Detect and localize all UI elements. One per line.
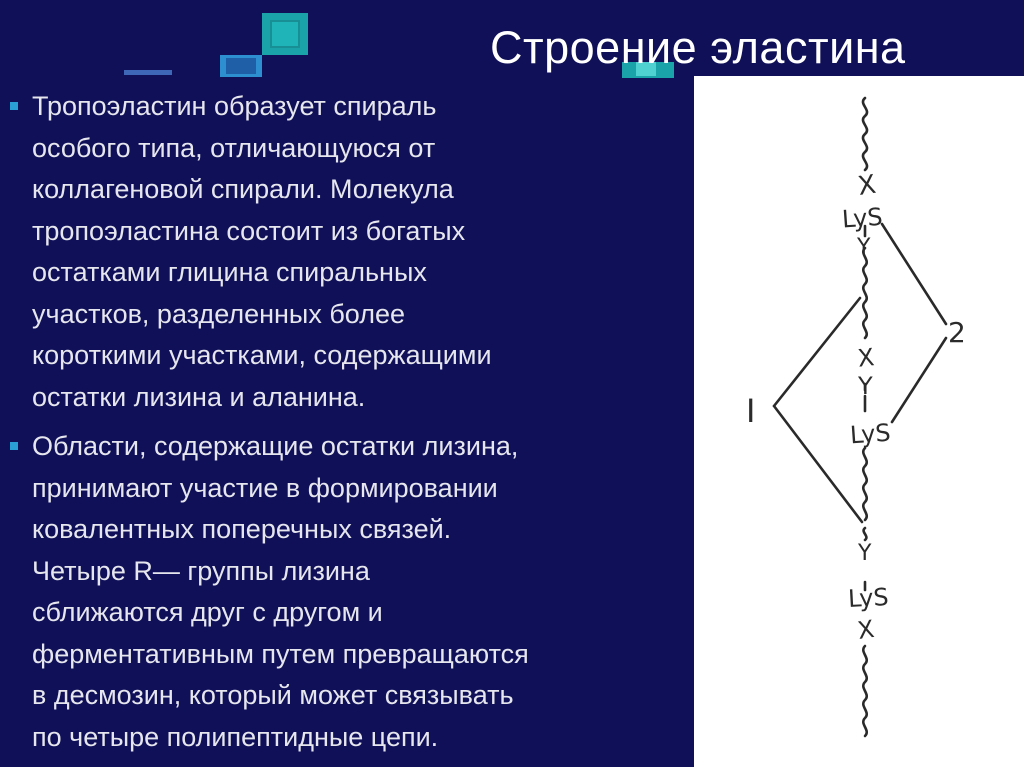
chain-segment-middle-upper — [863, 248, 866, 338]
residue-label-lys2: LyS — [849, 418, 892, 450]
elastin-crosslink-figure — [694, 76, 1024, 767]
bullet-item-lysine-regions — [10, 426, 690, 758]
crosslink-label-1: I — [746, 392, 756, 430]
chain-segment-top — [863, 98, 867, 170]
residue-label-y1: Y — [857, 235, 871, 260]
residue-label-y2: Y — [858, 372, 873, 400]
slide-title: Строение эластина — [490, 22, 906, 73]
residue-label-lys1: LyS — [841, 202, 884, 234]
residue-label-x3: X — [855, 614, 877, 645]
crosslink-line-2-lower — [892, 338, 946, 422]
chain-segment-middle-lower — [863, 448, 866, 520]
decor-square-navy — [226, 58, 256, 74]
crosslink-line-1-upper — [774, 298, 860, 406]
bullet-text: Области, содержащие остатки лизина, принимают участие в формировании ковалентных поперечных связей. Четыре R— группы лизина сближаются друг с другом и ферментативным путем превращаются в десмозин, который может связывать по четыре полипептидные цепи. — [32, 431, 529, 752]
bullet-list — [10, 86, 690, 758]
residue-label-x2: X — [856, 343, 876, 373]
bullet-item-tropoelastin — [10, 86, 690, 418]
residue-label-lys3: LyS — [847, 582, 890, 614]
decor-square-teal-inner — [270, 20, 300, 48]
crosslink-line-2-upper — [882, 224, 946, 324]
bullet-marker-icon — [10, 102, 18, 110]
chain-segment-lower — [864, 528, 867, 540]
decor-bar-small — [124, 70, 172, 75]
bullet-text: Тропоэластин образует спираль особого типа, отличающуюся от коллагеновой спирали. Молекула тропоэластина состоит из богатых остатками глицина спиральных участков, разделенных более короткими участками, содержащими остатки лизина и аланина. — [32, 91, 492, 412]
residue-label-y3: Y — [858, 541, 872, 566]
crosslink-diagram — [694, 76, 1024, 767]
crosslink-label-2: 2 — [948, 316, 966, 349]
residue-label-x1: X — [855, 169, 878, 202]
chain-segment-bottom — [863, 646, 866, 736]
bullet-marker-icon — [10, 442, 18, 450]
